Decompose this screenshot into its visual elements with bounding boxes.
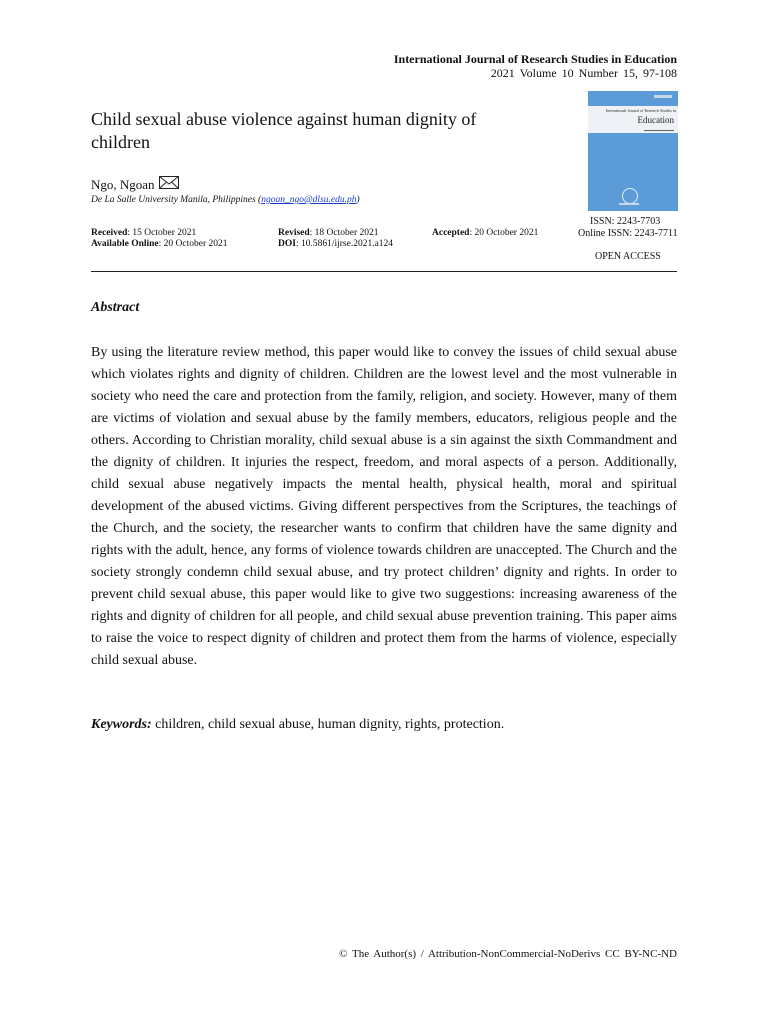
online-date [91,239,228,249]
issn: ISSN: 2243-7703 [590,216,661,227]
open-access-label: OPEN ACCESS [595,251,661,262]
keywords-text: children, child sexual abuse, human dignity, rights, protection. [151,717,505,732]
received-label: Received [91,228,128,238]
cover-subject: Education [637,115,674,125]
revised-date [278,228,379,238]
email-icon[interactable] [159,176,179,193]
abstract-body: By using the literature review method, this paper would like to convey the issues of child sexual abuse which violates rights and dignity of children. Children are the lowest level and the most vulnerable in society who need the care and protection from the family, religion, and society. However, many of them are victims of violation and sexual abuse by the family members, educators, religious people and the others. According to Christian morality, child sexual abuse is a sin against the sixth Commandment and the dignity of children. It injuries the respect, freedom, and moral aspects of a person. Additionally, child sexual abuse negatively impacts the mental health, physical health, moral and spiritual development of the abused victims. Giving different perspectives from the Scriptures, the teachings of the Church, and the society, the researcher wants to confirm that children have the same dignity and rights with the adult, hence, any forms of violence towards children are unaccepted. The Church and the society strongly condemn child sexual abuse, and try protect children’ dignity and rights. In order to prevent child sexual abuse, this paper would like to give two suggestions: increasing awareness of the rights and dignity of children for all people, and child sexual abuse prevention training. This paper aims to raise the voice to respect dignity of children and protect them from the harms of violence, especially child sexual abuse. [91,345,677,668]
received-date [91,228,196,238]
cover-top-bar [588,91,678,106]
accepted-date [432,228,538,238]
accepted-value: : 20 October 2021 [469,228,539,238]
cover-volume-line: ▬▬▬▬▬▬▬▬▬▬ [644,128,674,132]
issn-online: Online ISSN: 2243-7711 [578,228,678,239]
abstract-heading: Abstract [91,300,140,315]
author-name: Ngo, Ngoan [91,176,155,192]
journal-issue: 2021 Volume 10 Number 15, 97-108 [490,66,677,80]
journal-cover-image[interactable] [588,91,678,211]
online-value: : 20 October 2021 [158,239,228,249]
revised-value: : 18 October 2021 [309,228,379,238]
paper-title: Child sexual abuse violence against human dignity of children [91,109,477,152]
revised-label: Revised [278,228,310,238]
header-divider [91,271,677,272]
accepted-label: Accepted [432,228,470,238]
globe-logo-icon [622,188,638,204]
doi [278,239,393,249]
affiliation-close: ) [356,195,360,205]
doi-label: DOI [278,239,296,249]
received-value: : 15 October 2021 [127,228,197,238]
cover-tag [654,95,672,98]
cover-journal-name: International Journal of Research Studies in [605,108,676,113]
license-footer: © The Author(s) / Attribution-NonCommercial-NoDerivs CC BY-NC-ND [339,948,677,960]
keywords [91,714,677,736]
cover-logo-caption [619,203,639,205]
doi-value[interactable]: : 10.5861/ijrse.2021.a124 [295,239,394,249]
author-email-link[interactable]: ngoan_ngo@dlsu.edu.ph [261,195,357,205]
journal-title: International Journal of Research Studies in Education [393,52,677,66]
keywords-label: Keywords: [91,717,152,732]
affiliation [91,195,360,205]
affiliation-text: De La Salle University Manila, Philippines ( [91,195,262,205]
online-label: Available Online [91,239,159,249]
author-line [91,176,179,193]
